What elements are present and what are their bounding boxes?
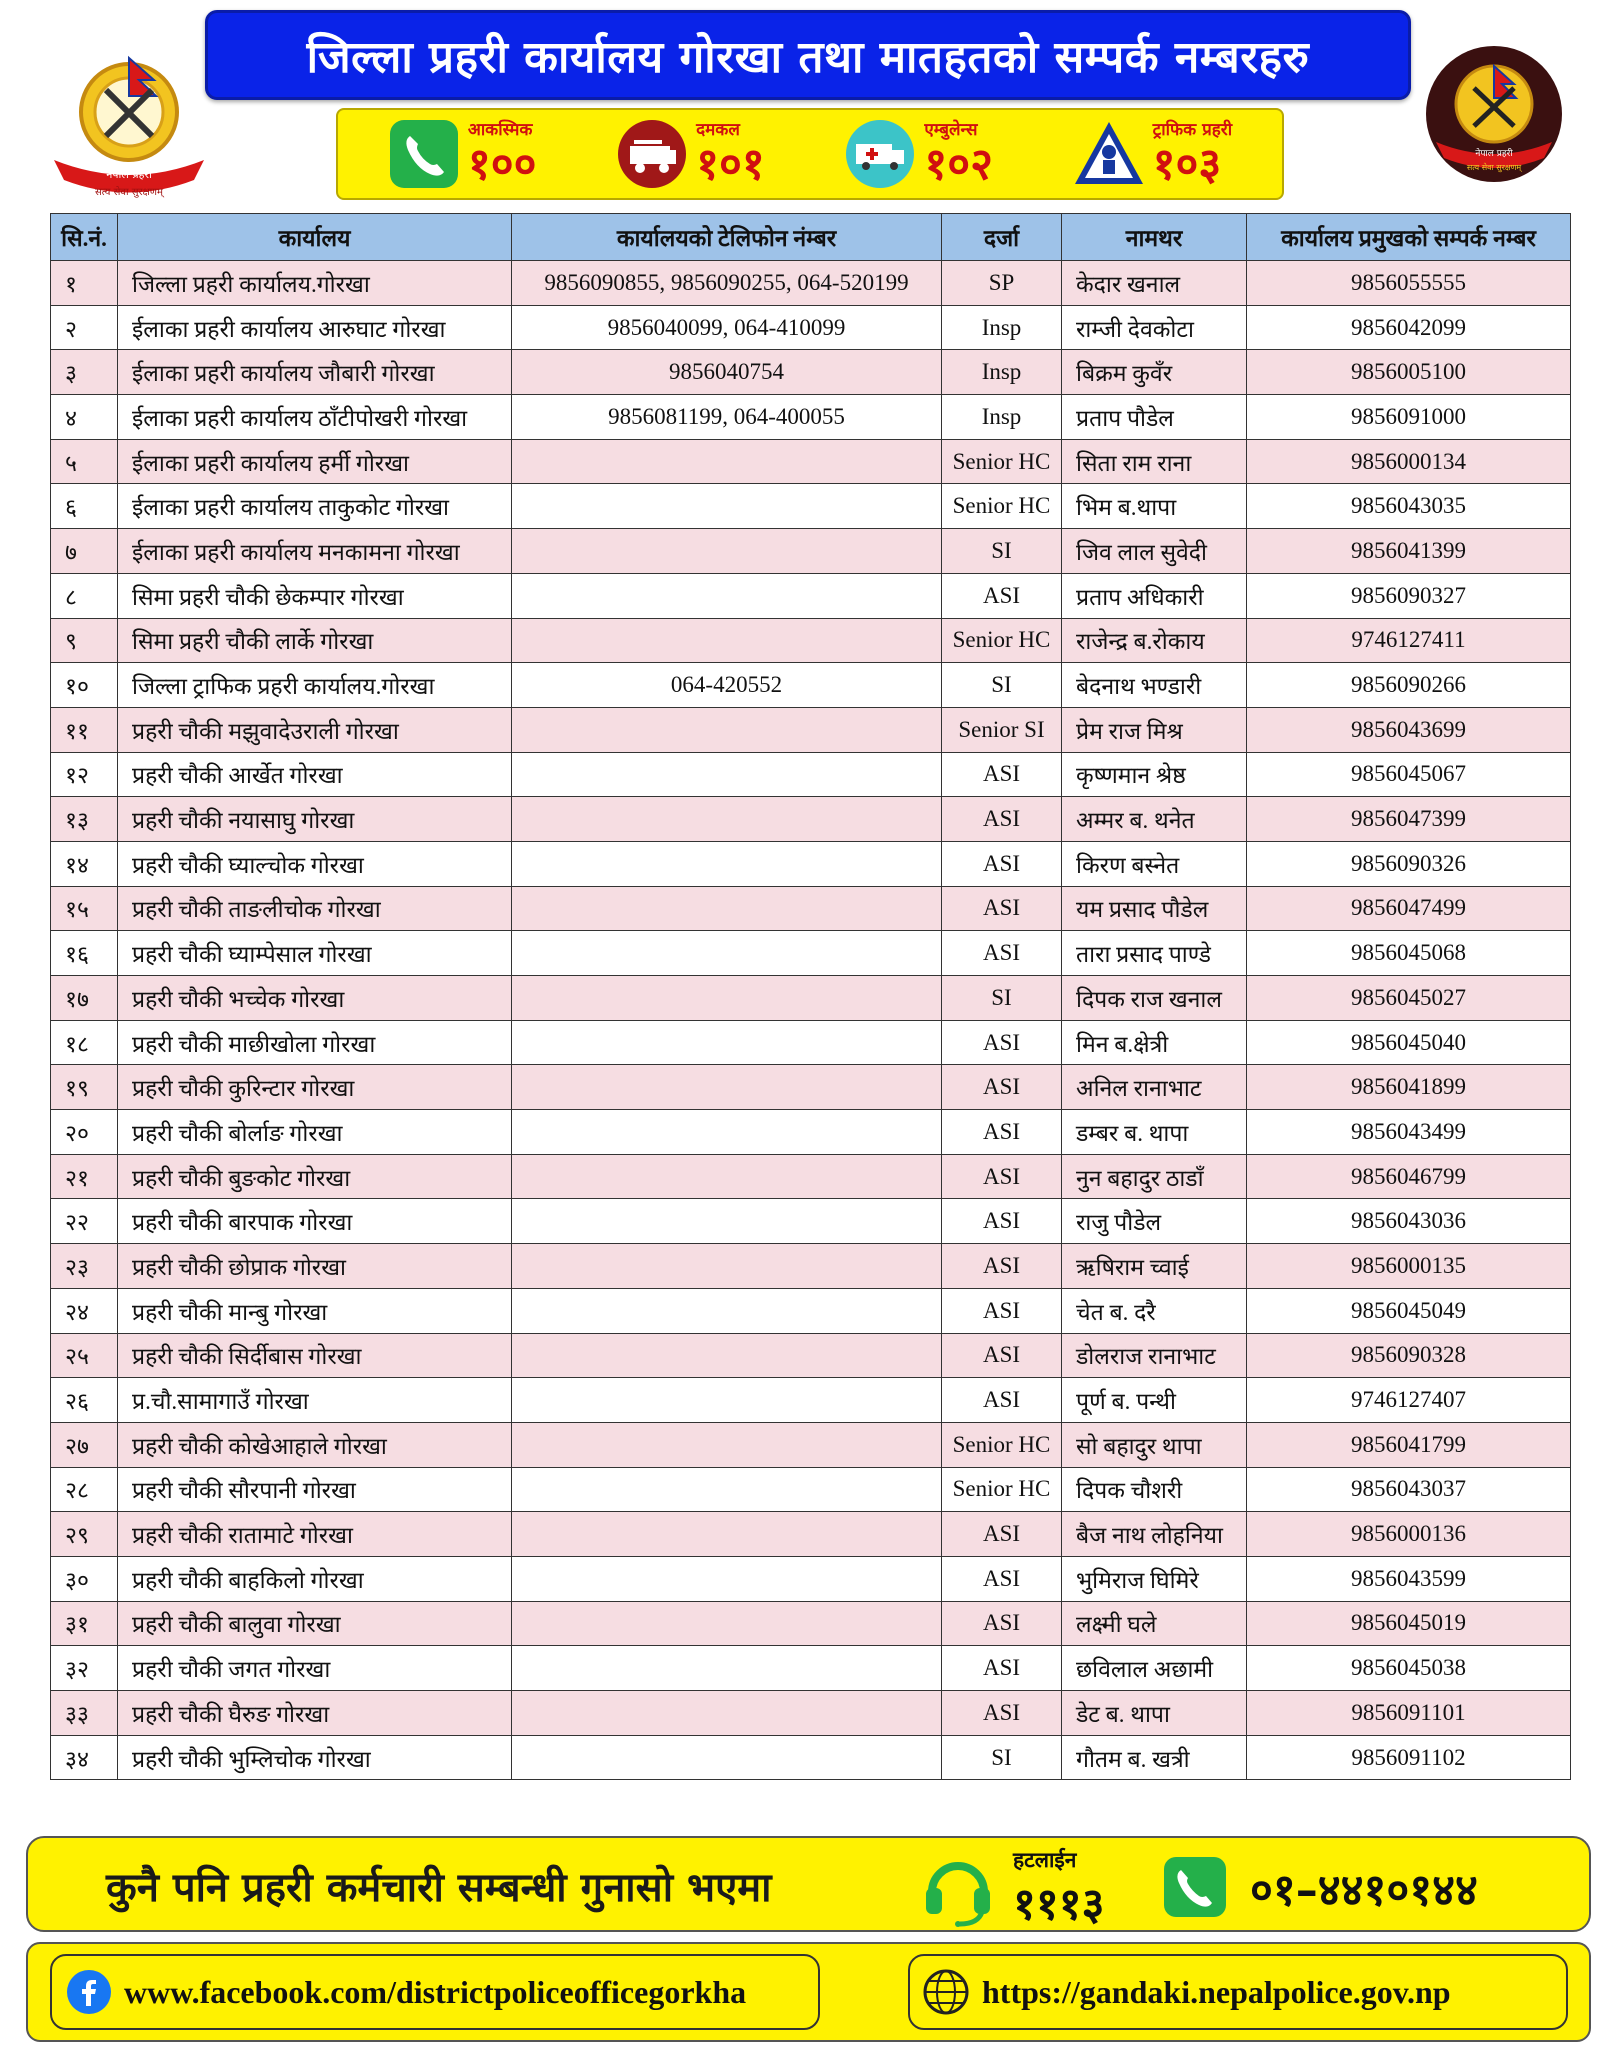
cell-rank: SI [942,663,1062,708]
cell-name: सो बहादुर थापा [1062,1422,1247,1467]
cell-chief-contact: 9856042099 [1247,305,1571,350]
table-row [51,1556,1571,1601]
cell-office-phone [512,439,942,484]
cell-rank: ASI [942,1512,1062,1557]
cell-office-phone: 9856090855, 9856090255, 064-520199 [512,261,942,306]
cell-chief-contact: 9856000136 [1247,1512,1571,1557]
cell-chief-contact: 9856043035 [1247,484,1571,529]
cell-name: कृष्णमान श्रेष्ठ [1062,752,1247,797]
table-row [51,707,1571,752]
cell-name: भुमिराज घिमिरे [1062,1556,1247,1601]
cell-name: बैज नाथ लोहनिया [1062,1512,1247,1557]
table-body [51,261,1571,1780]
facebook-url[interactable]: www.facebook.com/districtpoliceofficegorkha [124,1973,747,2010]
cell-office: प्रहरी चौकी बारपाक गोरखा [118,1199,512,1244]
cell-name: राम्जी देवकोटा [1062,305,1247,350]
table-row [51,1288,1571,1333]
cell-name: भिम ब.थापा [1062,484,1247,529]
emergency-number: १०१ [696,138,765,190]
cell-serial: २६ [51,1378,118,1423]
cell-name: दिपक राज खनाल [1062,976,1247,1021]
cell-name: डेट ब. थापा [1062,1691,1247,1736]
emergency-number: १०० [467,138,537,190]
table-row [51,1646,1571,1691]
table-row [51,305,1571,350]
cell-rank: ASI [942,1691,1062,1736]
cell-serial: २ [51,305,118,350]
table-header-row [51,214,1571,261]
cell-chief-contact: 9856043699 [1247,707,1571,752]
cell-office-phone [512,1735,942,1780]
cell-office-phone [512,1199,942,1244]
cell-serial: १५ [51,886,118,931]
cell-office: प्रहरी चौकी कुरिन्टार गोरखा [118,1065,512,1110]
cell-serial: ३ [51,350,118,395]
cell-office-phone [512,797,942,842]
cell-chief-contact: 9856045049 [1247,1288,1571,1333]
nepal-police-emblem-left [44,40,214,200]
cell-chief-contact: 9856000135 [1247,1244,1571,1289]
cell-serial: १९ [51,1065,118,1110]
table-row [51,261,1571,306]
cell-name: बेदनाथ भण्डारी [1062,663,1247,708]
phone-icon [1163,1856,1227,1918]
cell-serial: २२ [51,1199,118,1244]
emblem-left-bottom-text: सत्य सेवा सुरक्षणम् [95,187,163,198]
cell-chief-contact: 9856091000 [1247,395,1571,440]
cell-rank: Senior SI [942,707,1062,752]
cell-office: प्रहरी चौकी जगत गोरखा [118,1646,512,1691]
cell-office: प्रहरी चौकी मझुवादेउराली गोरखा [118,707,512,752]
cell-office-phone [512,1646,942,1691]
table-row [51,1065,1571,1110]
cell-office: प्रहरी चौकी घैरुङ गोरखा [118,1691,512,1736]
website-url[interactable]: https://gandaki.nepalpolice.gov.np [982,1973,1451,2010]
cell-name: यम प्रसाद पौडेल [1062,886,1247,931]
fire-truck-icon [616,118,688,190]
cell-office: सिमा प्रहरी चौकी लार्के गोरखा [118,618,512,663]
cell-office: प्रहरी चौकी मान्बु गोरखा [118,1288,512,1333]
cell-serial: ८ [51,573,118,618]
cell-rank: ASI [942,1244,1062,1289]
cell-office-phone [512,886,942,931]
cell-serial: १८ [51,1020,118,1065]
cell-office: प्रहरी चौकी सौरपानी गोरखा [118,1467,512,1512]
cell-chief-contact: 9856045040 [1247,1020,1571,1065]
table-row [51,1020,1571,1065]
cell-chief-contact: 9856041799 [1247,1422,1571,1467]
table-row [51,841,1571,886]
emergency-item-ambulance [844,118,993,190]
cell-serial: ३३ [51,1691,118,1736]
cell-rank: ASI [942,1065,1062,1110]
cell-rank: ASI [942,1110,1062,1155]
cell-office: प्रहरी चौकी आर्खेत गोरखा [118,752,512,797]
cell-chief-contact: 9856090266 [1247,663,1571,708]
cell-name: छविलाल अछामी [1062,1646,1247,1691]
cell-office: जिल्ला प्रहरी कार्यालय.गोरखा [118,261,512,306]
cell-office: प्रहरी चौकी ताङलीचोक गोरखा [118,886,512,931]
emergency-item-traffic [1073,118,1233,190]
table-row [51,395,1571,440]
cell-serial: ३२ [51,1646,118,1691]
cell-name: अनिल रानाभाट [1062,1065,1247,1110]
cell-chief-contact: 9856043499 [1247,1110,1571,1155]
table-row [51,350,1571,395]
header-office: कार्यालय [118,214,512,261]
table-row [51,439,1571,484]
header-serial: सि.नं. [51,214,118,261]
cell-name: राजेन्द्र ब.रोकाय [1062,618,1247,663]
cell-serial: ४ [51,395,118,440]
cell-office: प्रहरी चौकी सिर्दीबास गोरखा [118,1333,512,1378]
table-row [51,1735,1571,1780]
table-row [51,1691,1571,1736]
cell-chief-contact: 9856091101 [1247,1691,1571,1736]
emergency-item-fire [616,118,765,190]
cell-office-phone [512,484,942,529]
cell-chief-contact: 9856043037 [1247,1467,1571,1512]
cell-rank: SI [942,976,1062,1021]
facebook-icon [66,1969,112,2015]
title-banner [205,10,1411,100]
page-title: जिल्ला प्रहरी कार्यालय गोरखा तथा मातहतको सम्पर्क नम्बरहरु [306,32,1310,83]
table-row [51,886,1571,931]
cell-serial: ९ [51,618,118,663]
cell-office-phone [512,1065,942,1110]
cell-office-phone [512,1244,942,1289]
cell-serial: १२ [51,752,118,797]
cell-name: किरण बस्नेत [1062,841,1247,886]
cell-rank: ASI [942,1601,1062,1646]
cell-office-phone [512,529,942,574]
cell-office: प्रहरी चौकी बालुवा गोरखा [118,1601,512,1646]
cell-chief-contact: 9856041399 [1247,529,1571,574]
cell-office-phone [512,931,942,976]
cell-office: प्रहरी चौकी बुङकोट गोरखा [118,1154,512,1199]
table-row [51,1110,1571,1155]
facebook-link[interactable] [50,1954,820,2030]
table-row [51,1333,1571,1378]
cell-chief-contact: 9856043599 [1247,1556,1571,1601]
cell-office: ईलाका प्रहरी कार्यालय ताकुकोट गोरखा [118,484,512,529]
cell-office-phone: 9856040754 [512,350,942,395]
cell-office: प्रहरी चौकी छोप्राक गोरखा [118,1244,512,1289]
cell-serial: १० [51,663,118,708]
cell-rank: ASI [942,1646,1062,1691]
cell-rank: Senior HC [942,439,1062,484]
nepal-police-emblem-right [1414,44,1574,184]
cell-name: ऋषिराम च्वाई [1062,1244,1247,1289]
table-row [51,484,1571,529]
cell-office: प्रहरी चौकी बोर्लाङ गोरखा [118,1110,512,1155]
cell-office-phone [512,1110,942,1155]
cell-chief-contact: 9856055555 [1247,261,1571,306]
cell-office: ईलाका प्रहरी कार्यालय मनकामना गोरखा [118,529,512,574]
phone-icon [388,118,460,190]
cell-office: प्रहरी चौकी घ्याम्पेसाल गोरखा [118,931,512,976]
cell-rank: Insp [942,350,1062,395]
table-row [51,797,1571,842]
table-row [51,931,1571,976]
table-row [51,618,1571,663]
emergency-label: दमकल [696,119,740,140]
cell-chief-contact: 9856045038 [1247,1646,1571,1691]
table-row [51,1154,1571,1199]
cell-serial: २८ [51,1467,118,1512]
cell-rank: Senior HC [942,1422,1062,1467]
emergency-number: १०२ [924,138,994,190]
cell-chief-contact: 9856045068 [1247,931,1571,976]
cell-rank: ASI [942,1556,1062,1601]
cell-serial: २५ [51,1333,118,1378]
cell-chief-contact: 9856045027 [1247,976,1571,1021]
cell-serial: २९ [51,1512,118,1557]
table-row [51,752,1571,797]
cell-chief-contact: 9856090328 [1247,1333,1571,1378]
cell-serial: १ [51,261,118,306]
cell-office-phone [512,1512,942,1557]
cell-serial: ३४ [51,1735,118,1780]
cell-office-phone [512,707,942,752]
cell-serial: २० [51,1110,118,1155]
cell-rank: ASI [942,1020,1062,1065]
cell-rank: ASI [942,886,1062,931]
emblem-left-top-text: नेपाल प्रहरी [106,168,152,181]
emblem-right-top-text: नेपाल प्रहरी [1475,149,1513,159]
emergency-number: १०३ [1152,138,1222,190]
cell-chief-contact: 9746127411 [1247,618,1571,663]
table-row [51,1378,1571,1423]
cell-serial: २३ [51,1244,118,1289]
office-phone-number[interactable]: ०१–४४१०१४४ [1250,1865,1478,1916]
cell-office-phone [512,1154,942,1199]
cell-name: राजु पौडेल [1062,1199,1247,1244]
cell-name: डोलराज रानाभाट [1062,1333,1247,1378]
cell-name: मिन ब.क्षेत्री [1062,1020,1247,1065]
emergency-label: एम्बुलेन्स [924,119,978,140]
cell-chief-contact: 9856090327 [1247,573,1571,618]
cell-rank: ASI [942,573,1062,618]
contact-table [50,213,1571,1780]
cell-serial: ५ [51,439,118,484]
cell-name: प्रताप पौडेल [1062,395,1247,440]
header-rank: दर्जा [942,214,1062,261]
cell-serial: १३ [51,797,118,842]
ambulance-icon [844,118,916,190]
cell-name: तारा प्रसाद पाण्डे [1062,931,1247,976]
cell-name: नुन बहादुर ठाडाँ [1062,1154,1247,1199]
cell-serial: १७ [51,976,118,1021]
cell-rank: ASI [942,1378,1062,1423]
cell-name: पूर्ण ब. पन्थी [1062,1378,1247,1423]
cell-rank: SI [942,1735,1062,1780]
cell-serial: २१ [51,1154,118,1199]
table-row [51,1199,1571,1244]
cell-name: चेत ब. दरै [1062,1288,1247,1333]
cell-office-phone [512,1333,942,1378]
cell-chief-contact: 9856005100 [1247,350,1571,395]
cell-serial: २७ [51,1422,118,1467]
cell-name: प्रेम राज मिश्र [1062,707,1247,752]
cell-chief-contact: 9856091102 [1247,1735,1571,1780]
web-links-bar [26,1942,1591,2042]
cell-rank: Insp [942,305,1062,350]
cell-office: ईलाका प्रहरी कार्यालय ठाँटीपोखरी गोरखा [118,395,512,440]
cell-office-phone [512,1691,942,1736]
cell-office-phone [512,1556,942,1601]
cell-office: ईलाका प्रहरी कार्यालय हर्मी गोरखा [118,439,512,484]
cell-rank: ASI [942,1199,1062,1244]
cell-chief-contact: 9856045019 [1247,1601,1571,1646]
cell-serial: २४ [51,1288,118,1333]
cell-office-phone: 9856081199, 064-400055 [512,395,942,440]
cell-rank: ASI [942,797,1062,842]
cell-chief-contact: 9856046799 [1247,1154,1571,1199]
cell-name: गौतम ब. खत्री [1062,1735,1247,1780]
cell-office-phone [512,1601,942,1646]
cell-chief-contact: 9856047499 [1247,886,1571,931]
table-row [51,573,1571,618]
cell-office: प्रहरी चौकी भुम्लिचोक गोरखा [118,1735,512,1780]
cell-serial: १६ [51,931,118,976]
cell-rank: ASI [942,931,1062,976]
cell-serial: ३१ [51,1601,118,1646]
cell-office-phone [512,573,942,618]
cell-office-phone [512,752,942,797]
cell-office: प्रहरी चौकी भच्चेक गोरखा [118,976,512,1021]
emergency-item-police [388,118,537,190]
cell-chief-contact: 9856047399 [1247,797,1571,842]
cell-office: ईलाका प्रहरी कार्यालय आरुघाट गोरखा [118,305,512,350]
website-link[interactable] [908,1954,1568,2030]
cell-office-phone [512,976,942,1021]
cell-rank: ASI [942,841,1062,886]
cell-office: प्र.चौ.सामागाउँ गोरखा [118,1378,512,1423]
table-row [51,1512,1571,1557]
cell-office: प्रहरी चौकी घ्याल्चोक गोरखा [118,841,512,886]
header-chief-contact: कार्यालय प्रमुखको सम्पर्क नम्बर [1247,214,1571,261]
header-name: नामथर [1062,214,1247,261]
cell-office: प्रहरी चौकी कोखेआहाले गोरखा [118,1422,512,1467]
cell-chief-contact: 9856043036 [1247,1199,1571,1244]
cell-office-phone: 9856040099, 064-410099 [512,305,942,350]
cell-chief-contact: 9856090326 [1247,841,1571,886]
header-office-phone: कार्यालयको टेलिफोन नंम्बर [512,214,942,261]
cell-name: सिता राम राना [1062,439,1247,484]
hotline-number[interactable]: १११३ [1013,1879,1105,1930]
table-row [51,976,1571,1021]
traffic-police-icon [1073,118,1145,190]
cell-office-phone [512,618,942,663]
cell-rank: Senior HC [942,1467,1062,1512]
cell-rank: ASI [942,752,1062,797]
cell-serial: ७ [51,529,118,574]
cell-rank: ASI [942,1333,1062,1378]
table-row [51,529,1571,574]
cell-rank: Senior HC [942,618,1062,663]
cell-office-phone [512,1288,942,1333]
cell-name: दिपक चौशरी [1062,1467,1247,1512]
cell-name: जिव लाल सुवेदी [1062,529,1247,574]
cell-office-phone [512,1020,942,1065]
cell-office: प्रहरी चौकी बाहकिलो गोरखा [118,1556,512,1601]
cell-name: बिक्रम कुवँर [1062,350,1247,395]
complaint-message: कुनै पनि प्रहरी कर्मचारी सम्बन्धी गुनासो भएमा [106,1865,772,1911]
globe-icon [922,1968,970,2016]
cell-rank: SI [942,529,1062,574]
cell-office-phone [512,841,942,886]
cell-office-phone [512,1467,942,1512]
cell-name: केदार खनाल [1062,261,1247,306]
cell-chief-contact: 9856041899 [1247,1065,1571,1110]
cell-office-phone [512,1378,942,1423]
cell-serial: १४ [51,841,118,886]
table-row [51,663,1571,708]
cell-chief-contact: 9856000134 [1247,439,1571,484]
cell-office-phone: 064-420552 [512,663,942,708]
cell-serial: ६ [51,484,118,529]
cell-office: सिमा प्रहरी चौकी छेकम्पार गोरखा [118,573,512,618]
cell-name: लक्ष्मी घले [1062,1601,1247,1646]
contact-table-wrapper [50,213,1570,1780]
cell-serial: ११ [51,707,118,752]
emergency-label: ट्राफिक प्रहरी [1152,119,1233,140]
cell-chief-contact: 9746127407 [1247,1378,1571,1423]
cell-rank: Senior HC [942,484,1062,529]
emergency-label: आकस्मिक [467,119,533,140]
cell-name: प्रताप अधिकारी [1062,573,1247,618]
cell-office: प्रहरी चौकी नयासाघु गोरखा [118,797,512,842]
table-row [51,1422,1571,1467]
cell-name: डम्बर ब. थापा [1062,1110,1247,1155]
cell-serial: ३० [51,1556,118,1601]
table-row [51,1601,1571,1646]
emergency-numbers-bar [336,108,1284,200]
cell-chief-contact: 9856045067 [1247,752,1571,797]
cell-office: जिल्ला ट्राफिक प्रहरी कार्यालय.गोरखा [118,663,512,708]
table-row [51,1467,1571,1512]
table-row [51,1244,1571,1289]
cell-office: ईलाका प्रहरी कार्यालय जौबारी गोरखा [118,350,512,395]
cell-rank: Insp [942,395,1062,440]
cell-office-phone [512,1422,942,1467]
cell-rank: SP [942,261,1062,306]
cell-name: अम्मर ब. थनेत [1062,797,1247,842]
headset-icon [918,1848,998,1928]
cell-rank: ASI [942,1154,1062,1199]
hotline-bar [26,1836,1591,1932]
cell-office: प्रहरी चौकी रातामाटे गोरखा [118,1512,512,1557]
hotline-label: हटलाईन [1013,1848,1077,1872]
cell-office: प्रहरी चौकी माछीखोला गोरखा [118,1020,512,1065]
cell-rank: ASI [942,1288,1062,1333]
emblem-right-bottom-text: सत्य सेवा सुरक्षणम् [1466,163,1522,172]
